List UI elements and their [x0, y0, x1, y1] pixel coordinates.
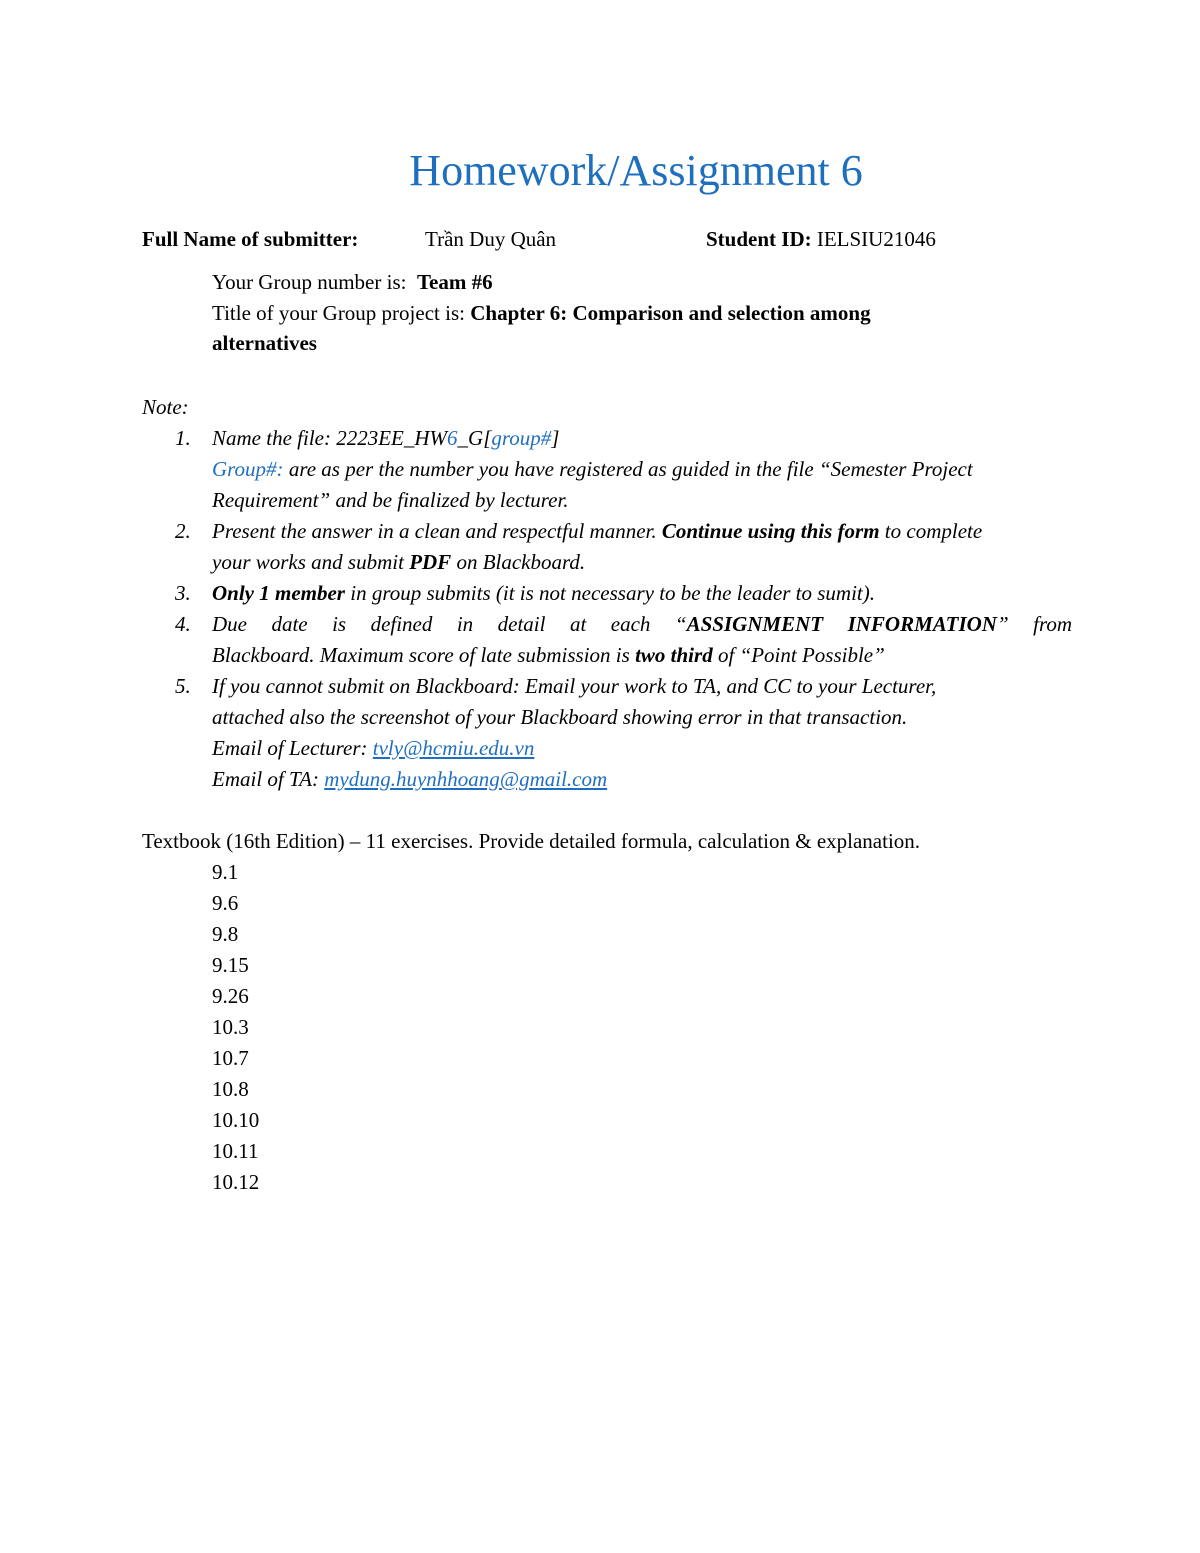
exercise-item: 9.26: [212, 984, 249, 1008]
student-id-label: Student ID:: [706, 227, 812, 251]
group-project-value: Chapter 6: Comparison and selection among: [470, 301, 871, 325]
exercise-item: 9.15: [212, 953, 249, 977]
exercise-item: 9.1: [212, 860, 239, 884]
note-number: 1.: [175, 426, 191, 450]
note-line: your works and submit PDF on Blackboard.: [212, 550, 586, 574]
notes-section: [142, 392, 1072, 795]
student-id: [706, 224, 936, 254]
note-item-3: [142, 578, 1072, 609]
note-number: 2.: [175, 519, 191, 543]
note-line: Present the answer in a clean and respectful manner. Continue using this form to complete: [212, 519, 983, 543]
note-line: Only 1 member in group submits (it is not necessary to be the leader to sumit).: [212, 581, 875, 605]
note-number: 3.: [175, 581, 191, 605]
exercise-item: 10.8: [212, 1077, 249, 1101]
ta-email-line: Email of TA: mydung.huynhhoang@gmail.com: [212, 767, 608, 791]
group-number-value: Team #6: [416, 270, 493, 294]
note-item-4: [142, 609, 1072, 671]
note-number: 5.: [175, 674, 191, 698]
lecturer-email-link[interactable]: tvly@hcmiu.edu.vn: [372, 736, 535, 760]
group-number: [212, 267, 493, 297]
note-line: Group#: are as per the number you have registered as guided in the file “Semester Project: [212, 457, 973, 481]
note-number: 4.: [175, 612, 191, 636]
exercise-item: 10.12: [212, 1170, 260, 1194]
note-line: If you cannot submit on Blackboard: Email your work to TA, and CC to your Lecturer,: [212, 674, 937, 698]
group-project: [212, 298, 871, 328]
group-project-value-cont: alternatives: [212, 331, 317, 355]
note-line: Blackboard. Maximum score of late submission is two third of “Point Possible”: [212, 643, 885, 667]
note-item-2: [142, 516, 1072, 578]
note-line: Name the file: 2223EE_HW6_G[group#]: [212, 426, 560, 450]
exercise-item: 10.10: [212, 1108, 260, 1132]
group-number-label: Your Group number is:: [212, 270, 407, 294]
notes-heading: Note:: [142, 395, 189, 419]
exercise-item: 10.11: [212, 1139, 259, 1163]
exercise-item: 9.8: [212, 922, 239, 946]
lecturer-email-line: Email of Lecturer: tvly@hcmiu.edu.vn: [212, 736, 535, 760]
note-line: Due date is defined in detail at each “ASSIGNMENT INFORMATION” from: [212, 612, 1072, 636]
name-label: Full Name of submitter:: [142, 227, 359, 251]
note-item-5: [142, 671, 1072, 795]
note-line: attached also the screenshot of your Blackboard showing error in that transaction.: [212, 705, 908, 729]
note-item-1: [142, 423, 1072, 516]
textbook-line: Textbook (16th Edition) – 11 exercises. Provide detailed formula, calculation & explanation.: [142, 829, 921, 853]
student-id-value: IELSIU21046: [816, 227, 936, 251]
exercise-list: [212, 857, 259, 1198]
exercise-item: 10.3: [212, 1015, 249, 1039]
ta-email-link[interactable]: mydung.huynhhoang@gmail.com: [324, 767, 608, 791]
note-line: Requirement” and be finalized by lecturer.: [212, 488, 569, 512]
group-project-label: Title of your Group project is:: [212, 301, 465, 325]
name-value: Trần Duy Quân: [425, 227, 557, 251]
exercise-item: 10.7: [212, 1046, 249, 1070]
exercise-item: 9.6: [212, 891, 239, 915]
page-title: Homework/Assignment 6: [409, 146, 863, 195]
